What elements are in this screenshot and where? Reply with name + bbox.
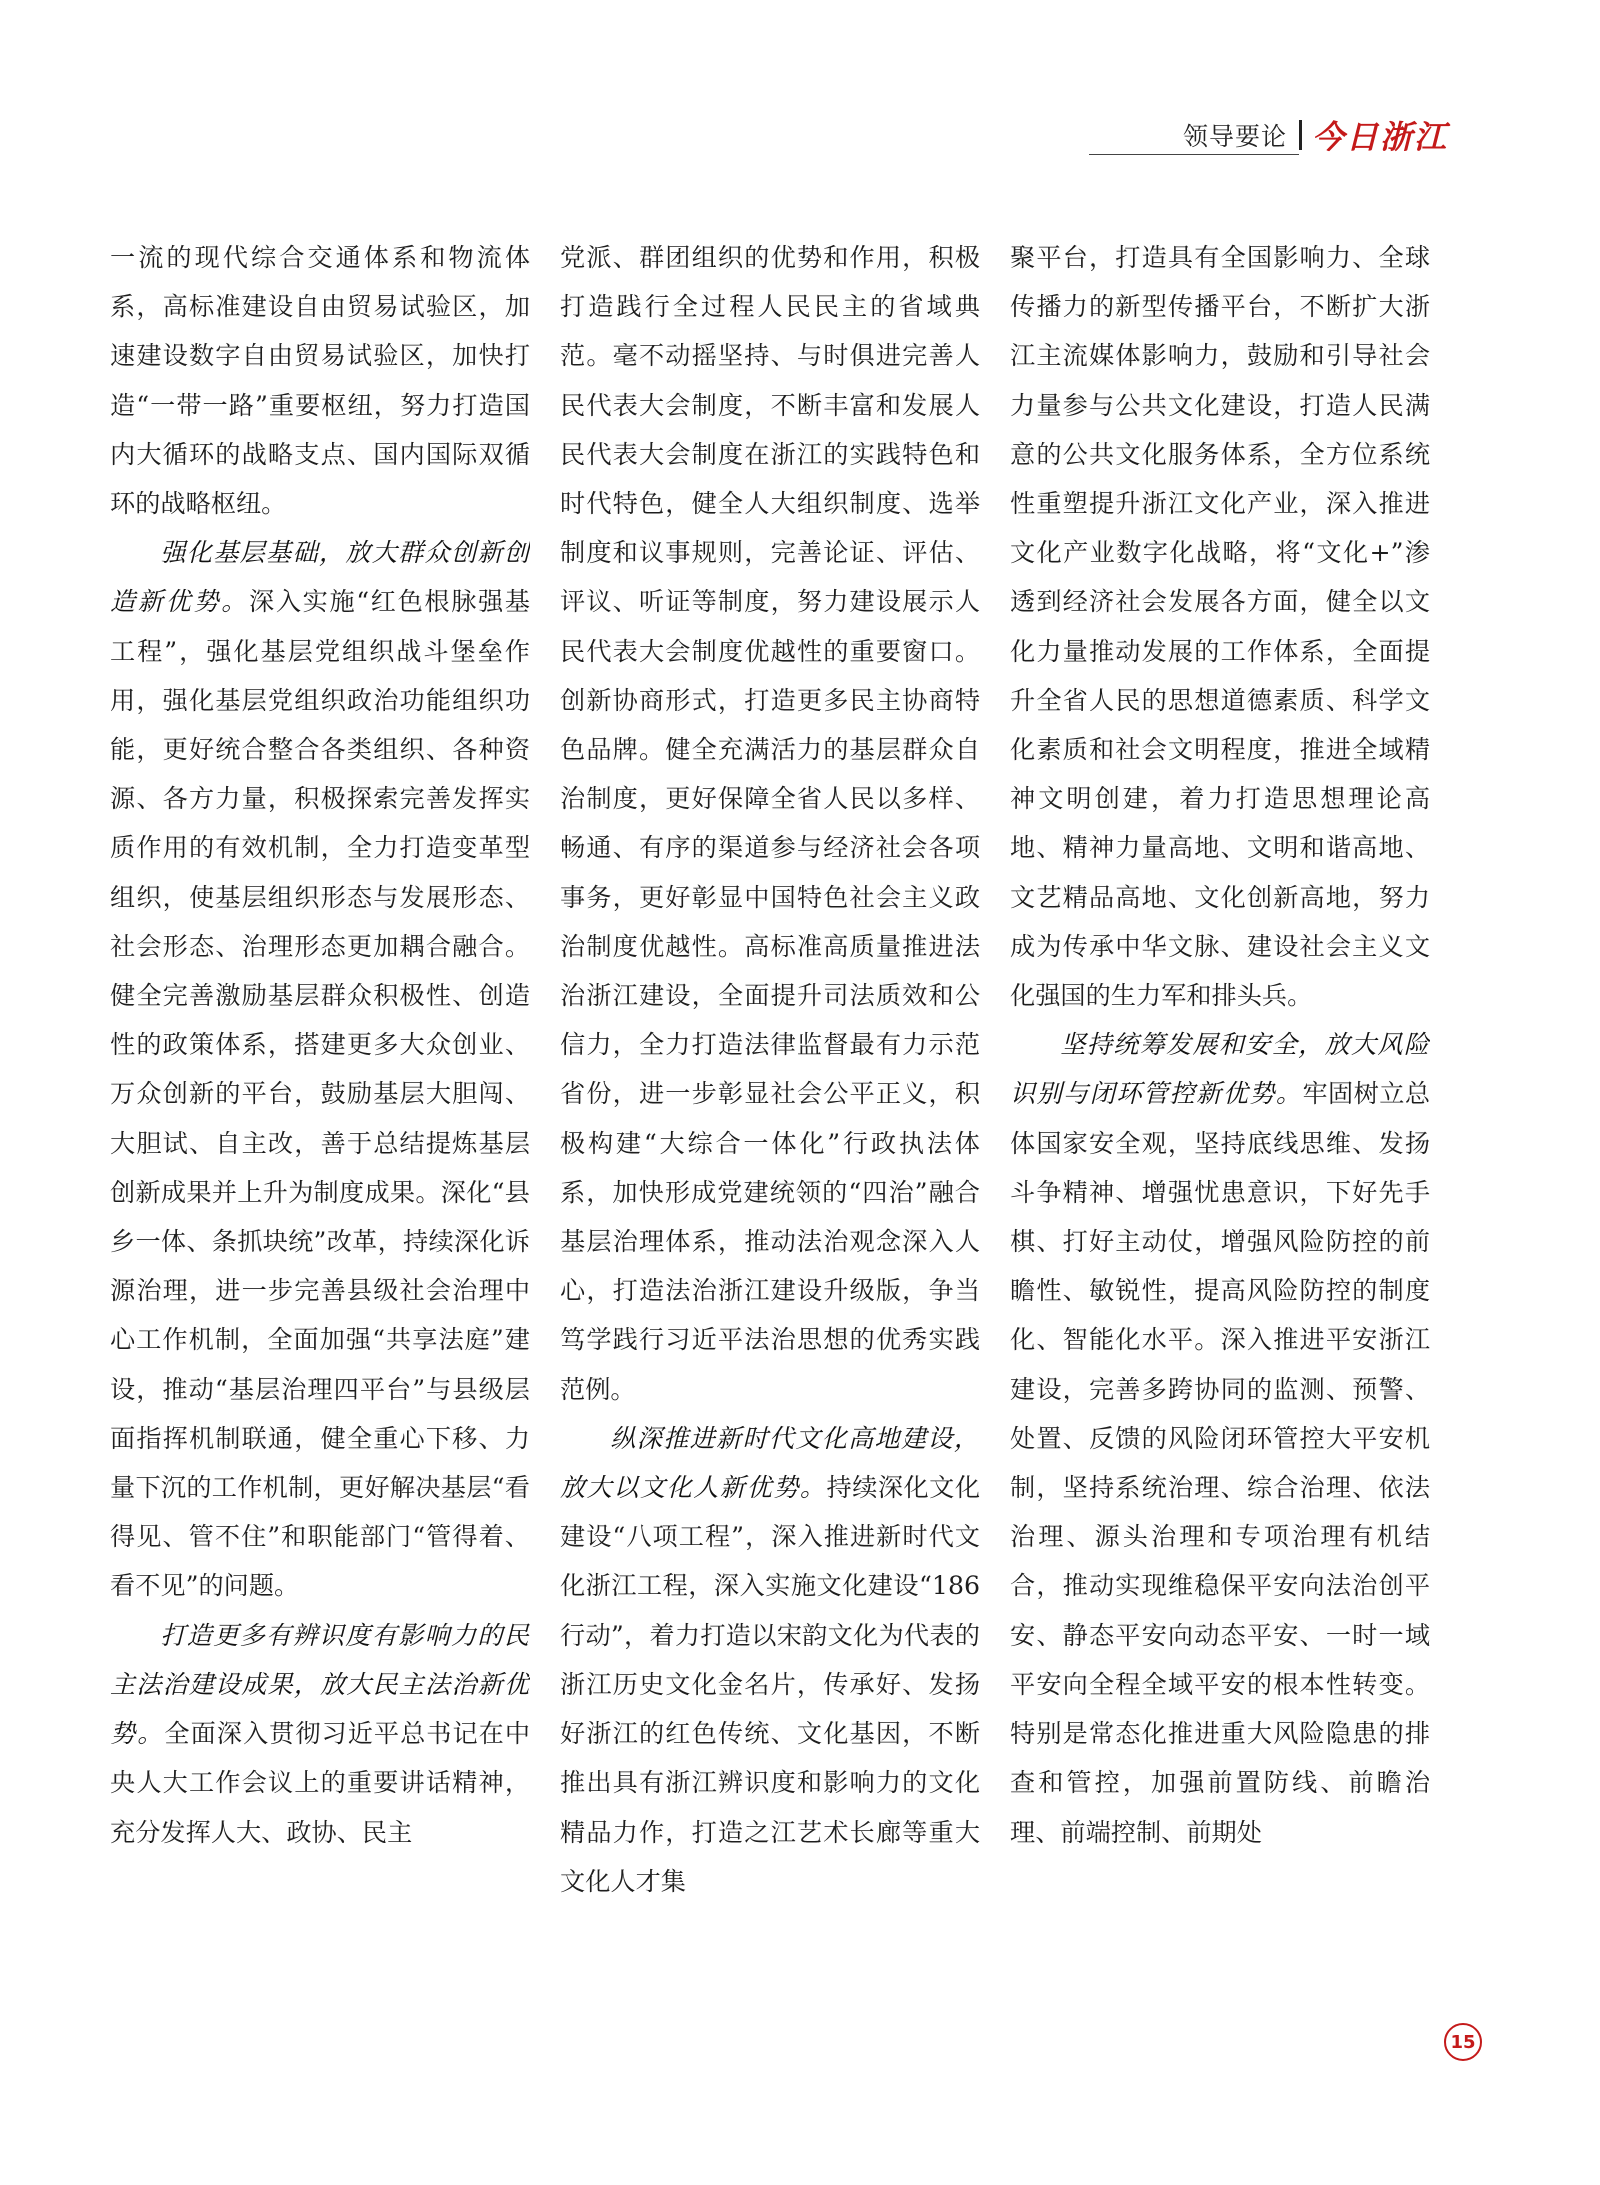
paragraph xyxy=(110,528,530,1610)
paragraph xyxy=(110,233,530,528)
paragraph-lead: 坚持统筹发展和安全，放大风险识别与闭环管控新优势。 xyxy=(1010,1030,1430,1109)
paragraph-text: 牢固树立总体国家安全观，坚持底线思维、发扬斗争精神、增强忧患意识，下好先手棋、打好主动仗，增强风险防控的前瞻性、敏锐性，提高风险防控的制度化、智能化水平。深入推进平安浙江建设，完善多跨协同的监测、预警、处置、反馈的风险闭环管控大平安机制，坚持系统治理、综合治理、依法治理、源头治理和专项治理有机结合，推动实现维稳保平安向法治创平安、静态平安向动态平安、一时一域平安向全程全域平安的根本性转变。特别是常态化推进重大风险隐患的排查和管控，加强前置防线、前瞻治理、前端控制、前期处 xyxy=(1010,1079,1430,1847)
paragraph xyxy=(1010,1020,1430,1856)
column-3 xyxy=(1010,233,1430,1963)
paragraph-text: 深入实施“红色根脉强基工程”，强化基层党组织战斗堡垒作用，强化基层党组织政治功能组织功能，更好统合整合各类组织、各种资源、各方力量，积极探索完善发挥实质作用的有效机制，全力打造变革型组织，使基层组织形态与发展形态、社会形态、治理形态更加耦合融合。健全完善激励基层群众积极性、创造性的政策体系，搭建更多大众创业、万众创新的平台，鼓励基层大胆闯、大胆试、自主改，善于总结提炼基层创新成果并上升为制度成果。深化“县乡一体、条抓块统”改革，持续深化诉源治理，进一步完善县级社会治理中心工作机制，全面加强“共享法庭”建设，推动“基层治理四平台”与县级层面指挥机制联通，健全重心下移、力量下沉的工作机制，更好解决基层“看得见、管不住”和职能部门“管得着、看不见”的问题。 xyxy=(110,587,530,1601)
paragraph xyxy=(1010,233,1430,1020)
paragraph xyxy=(560,1414,980,1906)
column-2 xyxy=(560,233,980,1963)
magazine-logo: 今日浙江 xyxy=(1311,118,1448,156)
column-1 xyxy=(110,233,530,1963)
paragraph-lead: 纵深推进新时代文化高地建设，放大以文化人新优势。 xyxy=(560,1423,980,1503)
paragraph xyxy=(110,1611,530,1857)
header-rule xyxy=(1089,154,1299,155)
paragraph-text: 一流的现代综合交通体系和物流体系，高标准建设自由贸易试验区，加速建设数字自由贸易试验区，加快打造“一带一路”重要枢纽，努力打造国内大循环的战略支点、国内国际双循环的战略枢纽。 xyxy=(110,243,530,519)
paragraph-text: 聚平台，打造具有全国影响力、全球传播力的新型传播平台，不断扩大浙江主流媒体影响力，鼓励和引导社会力量参与公共文化建设，打造人民满意的公共文化服务体系，全方位系统性重塑提升浙江文化产业，深入推进文化产业数字化战略，将“文化+”渗透到经济社会发展各方面，健全以文化力量推动发展的工作体系，全面提升全省人民的思想道德素质、科学文化素质和社会文明程度，推进全域精神文明创建，着力打造思想理论高地、精神力量高地、文明和谐高地、文艺精品高地、文化创新高地，努力成为传承中华文脉、建设社会主义文化强国的生力军和排头兵。 xyxy=(1010,243,1430,1011)
paragraph-lead: 打造更多有辨识度有影响力的民主法治建设成果，放大民主法治新优势。 xyxy=(110,1620,530,1749)
header-separator xyxy=(1299,120,1302,150)
section-label: 领导要论 xyxy=(1182,122,1287,151)
paragraph-text: 党派、群团组织的优势和作用，积极打造践行全过程人民民主的省域典范。毫不动摇坚持、与时俱进完善人民代表大会制度，不断丰富和发展人民代表大会制度在浙江的实践特色和时代特色，健全人大组织制度、选举制度和议事规则，完善论证、评估、评议、听证等制度，努力建设展示人民代表大会制度优越性的重要窗口。创新协商形式，打造更多民主协商特色品牌。健全充满活力的基层群众自治制度，更好保障全省人民以多样、畅通、有序的渠道参与经济社会各项事务，更好彰显中国特色社会主义政治制度优越性。高标准高质量推进法治浙江建设，全面提升司法质效和公信力，全力打造法律监督最有力示范省份，进一步彰显社会公平正义，积极构建“大综合一体化”行政执法体系，加快形成党建统领的“四治”融合基层治理体系，推动法治观念深入人心，打造法治浙江建设升级版，争当笃学践行习近平法治思想的优秀实践范例。 xyxy=(560,243,980,1404)
paragraph xyxy=(560,233,980,1414)
page-number: 15 xyxy=(1444,2023,1482,2061)
paragraph-lead: 强化基层基础，放大群众创新创造新优势。 xyxy=(110,538,530,617)
paragraph-text: 持续深化文化建设“八项工程”，深入推进新时代文化浙江工程，深入实施文化建设“186行动”，着力打造以宋韵文化为代表的浙江历史文化金名片，传承好、发扬好浙江的红色传统、文化基因，不断推出具有浙江辨识度和影响力的文化精品力作，打造之江艺术长廊等重大文化人才集 xyxy=(560,1473,980,1896)
paragraph-text: 全面深入贯彻习近平总书记在中央人大工作会议上的重要讲话精神，充分发挥人大、政协、民主 xyxy=(110,1719,530,1847)
article-body xyxy=(110,233,1430,1963)
